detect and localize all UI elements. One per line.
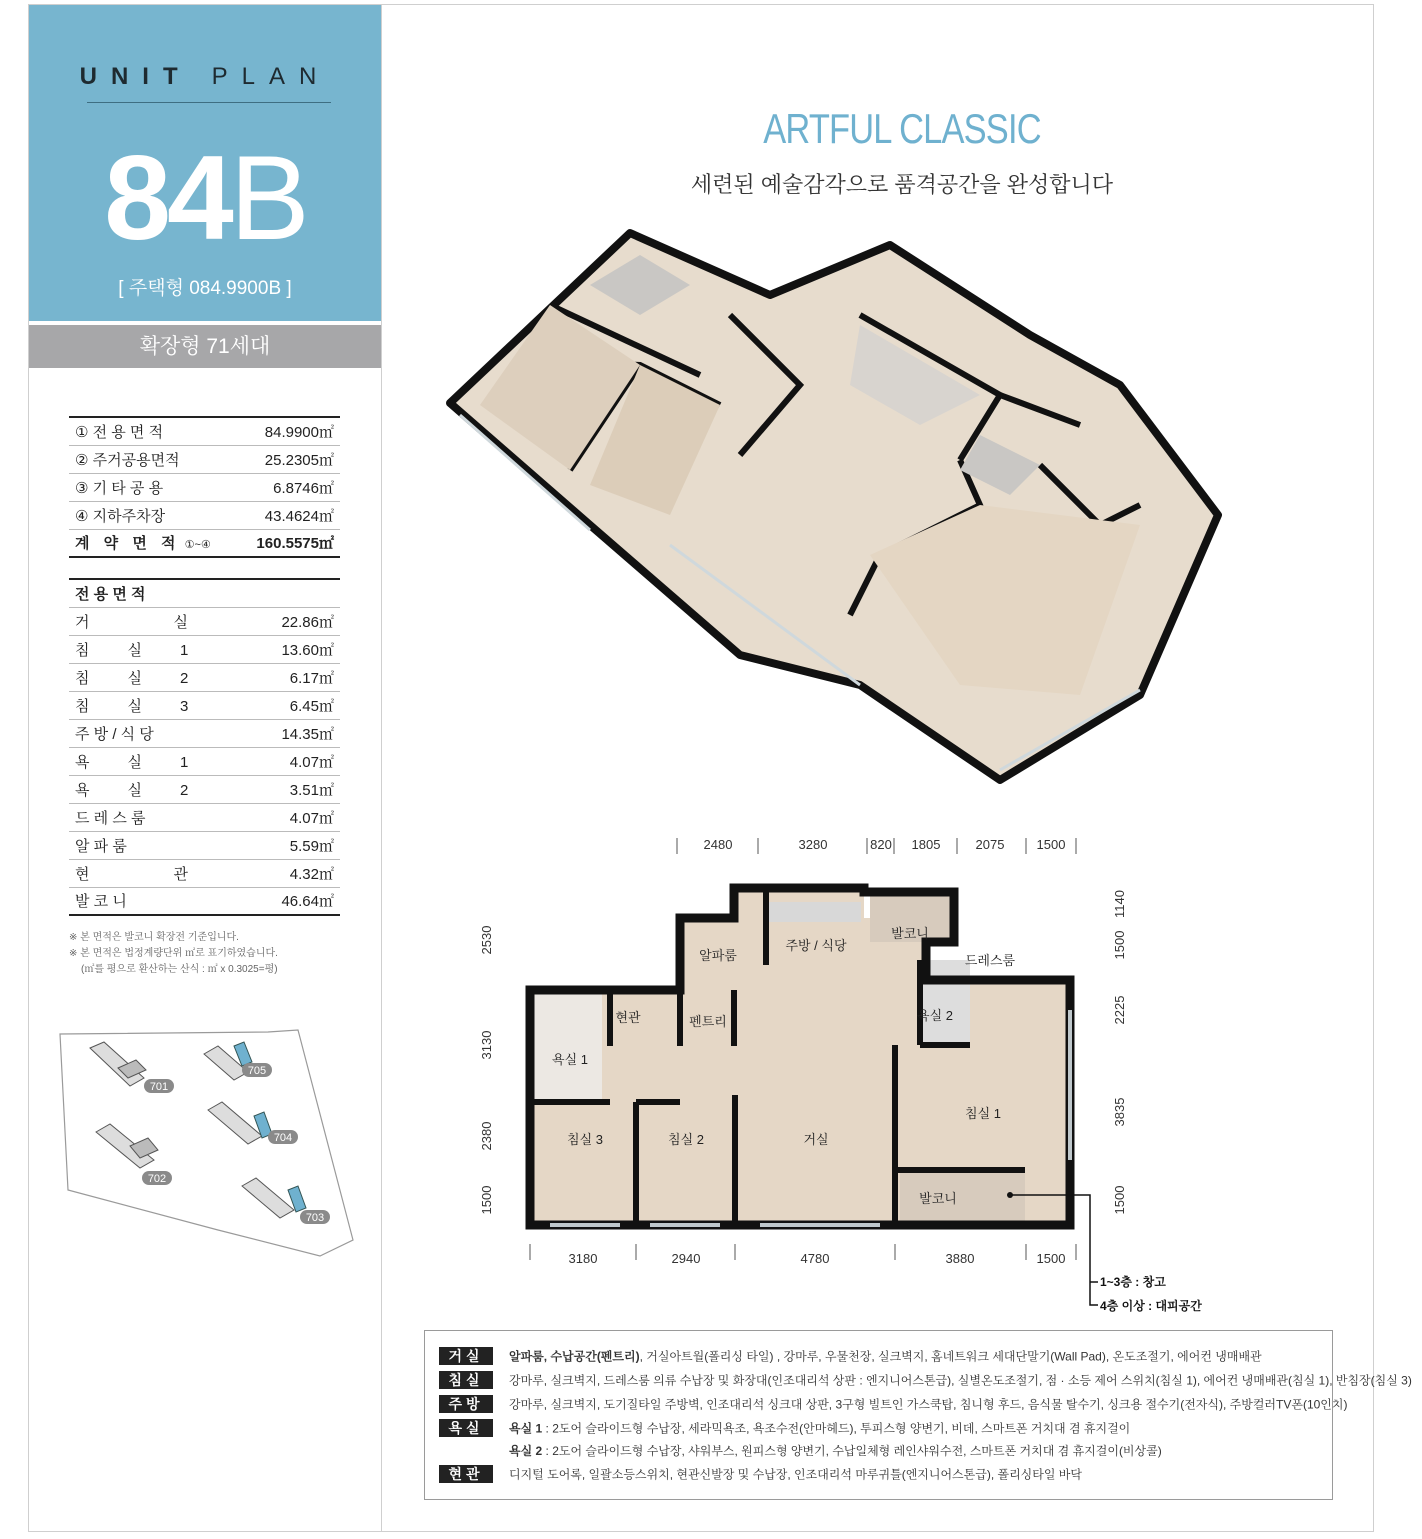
spec-detail: , 거실아트월(폴리싱 타일) , 강마루, 우물천장, 실크벽지, 홈네트워크 세대단말기(Wall Pad), 온도조절기, 에어컨 냉매배관 <box>639 1349 1262 1364</box>
room-label <box>69 803 248 831</box>
room-label-number: 2 <box>180 781 189 799</box>
dim-bottom: 1500 <box>1036 1251 1066 1266</box>
spec-tag: 주방 <box>439 1395 493 1413</box>
plan-word: PLAN <box>211 63 331 90</box>
dim-right: 2225 <box>1112 995 1127 1025</box>
room-rows <box>69 607 340 915</box>
room-label-text: 침 <box>75 669 90 687</box>
table-row <box>69 607 340 635</box>
housing-type-code: [ 주택형 084.9900B ] <box>118 278 292 299</box>
room-label-number: 1 <box>180 641 189 659</box>
room-label-text2: 실 <box>173 613 188 631</box>
area-notes <box>69 930 278 978</box>
room-label-text: 드 레 스 룸 <box>75 809 146 827</box>
dim-bottom: 3180 <box>568 1251 598 1266</box>
room-label-text: 알 파 룸 <box>75 837 127 855</box>
dims-right <box>1112 890 1127 1214</box>
table-row <box>69 473 340 501</box>
dim-top: 1500 <box>1036 837 1066 852</box>
table-row <box>69 747 340 775</box>
table-row <box>69 803 340 831</box>
room-label-text: 욕 <box>75 753 90 771</box>
room-balcony-bottom: 발코니 <box>919 1191 957 1206</box>
spec-bold: 욕실 1 <box>509 1421 543 1436</box>
room-label-text2: 실 <box>127 641 142 659</box>
room-label-text: 침 <box>75 641 90 659</box>
room-area-value: 14.35㎡ <box>248 719 340 747</box>
spec-text <box>509 1422 1130 1436</box>
room-kitchen: 주방 / 식당 <box>785 938 847 953</box>
spec-row-bedroom <box>439 1371 1412 1389</box>
table-row <box>69 831 340 859</box>
table-row <box>69 691 340 719</box>
table-row-total <box>69 529 340 557</box>
dim-top: 2075 <box>975 837 1005 852</box>
table-row <box>69 445 340 473</box>
room-alpha: 알파룸 <box>699 948 737 963</box>
table-row <box>69 417 340 445</box>
unit-hero <box>29 5 381 321</box>
room-area-value: 4.07㎡ <box>248 803 340 831</box>
dims-left <box>479 926 494 1215</box>
room-bedroom1: 침실 1 <box>965 1106 1001 1121</box>
note-line: ※ 본 면적은 법정계량단위 ㎡로 표기하였습니다. <box>69 948 278 959</box>
unit-type <box>29 133 381 263</box>
room-label <box>69 635 248 663</box>
page-subtitle: 세련된 예술감각으로 품격공간을 완성합니다 <box>690 172 1114 197</box>
spec-tag: 거실 <box>439 1347 493 1365</box>
spec-bold: 알파룸, 수납공간(펜트리) <box>509 1349 640 1364</box>
dim-left: 3130 <box>479 1030 494 1060</box>
table-row <box>69 719 340 747</box>
room-label-text2: 실 <box>127 781 142 799</box>
spec-detail: : 2도어 슬라이드형 수납장, 샤워부스, 원피스형 양변기, 수납일체형 레인샤워수전, 스마트폰 거치대 겸 휴지걸이(비상콜) <box>542 1444 1162 1458</box>
room-label-text: 침 <box>75 697 90 715</box>
dim-top: 820 <box>870 837 892 852</box>
spec-text <box>509 1350 1262 1364</box>
room-label-text: 욕 <box>75 781 90 799</box>
spec-detail: 강마루, 실크벽지, 도기질타일 주방벽, 인조대리석 싱크대 상판, 3구형 빌트인 가스쿡탑, 침니형 후드, 음식물 탈수기, 싱크용 절수기(전자식), 주방컬러TV폰(10인치) <box>509 1397 1348 1412</box>
area-summary-table <box>69 416 340 558</box>
room-label <box>69 831 248 859</box>
dim-bottom: 3880 <box>945 1251 975 1266</box>
room-area-value: 6.17㎡ <box>248 663 340 691</box>
room-bath1: 욕실 1 <box>552 1052 588 1067</box>
total-value: 160.5575㎡ <box>238 529 340 557</box>
floor-plan <box>470 830 1202 1320</box>
room-bedroom3: 침실 3 <box>567 1132 603 1147</box>
spec-text <box>509 1444 1162 1458</box>
callout-note-shelter: 4층 이상 : 대피공간 <box>1100 1299 1202 1313</box>
room-label-text2: 실 <box>127 753 142 771</box>
room-label-text2: 관 <box>173 865 188 883</box>
room-area-value: 4.07㎡ <box>248 747 340 775</box>
dim-top: 1805 <box>911 837 941 852</box>
dim-top: 3280 <box>798 837 828 852</box>
table-row <box>69 635 340 663</box>
site-label-702: 702 <box>147 1173 167 1185</box>
dim-right: 1500 <box>1112 1185 1127 1215</box>
area-label: ④ 지하주차장 <box>69 501 238 529</box>
site-label-703: 703 <box>305 1212 325 1224</box>
room-label-number: 3 <box>180 697 189 715</box>
area-label: ① 전 용 면 적 <box>69 417 238 445</box>
spec-box <box>424 1330 1412 1500</box>
room-label <box>69 747 248 775</box>
spec-tag: 침실 <box>439 1371 493 1389</box>
total-label <box>69 529 238 557</box>
area-label: ③ 기 타 공 용 <box>69 473 238 501</box>
room-living: 거실 <box>803 1132 829 1147</box>
room-bedroom2: 침실 2 <box>668 1132 704 1147</box>
note-line: (㎡를 평으로 환산하는 산식 : ㎡ x 0.3025=평) <box>81 964 278 975</box>
table-row <box>69 859 340 887</box>
note-line: ※ 본 면적은 발코니 확장전 기준입니다. <box>69 932 239 943</box>
site-label-705: 705 <box>247 1065 267 1077</box>
room-area-value: 22.86㎡ <box>248 607 340 635</box>
spec-tag: 현관 <box>439 1465 493 1483</box>
table-header-row <box>69 579 340 607</box>
table-row <box>69 501 340 529</box>
room-table-header: 전 용 면 적 <box>69 579 340 607</box>
room-label <box>69 775 248 803</box>
room-label-number: 1 <box>180 753 189 771</box>
room-label <box>69 663 248 691</box>
unit-type-number: 84 <box>104 131 230 265</box>
unit-plan-heading <box>29 63 381 91</box>
site-label-701: 701 <box>149 1081 169 1093</box>
room-label <box>69 719 248 747</box>
page-title: ARTFUL CLASSIC <box>763 105 1041 152</box>
area-value: 84.9900㎡ <box>238 417 340 445</box>
area-label: ② 주거공용면적 <box>69 445 238 473</box>
spec-detail: 강마루, 실크벽지, 드레스룸 의류 수납장 및 화장대(인조대리석 상판 : 엔지니어스톤급), 실별온도조절기, 점 · 소등 제어 스위치(침실 1), 에어컨 냉매배관(침실 1), 반침장(침실 3) <box>509 1373 1412 1388</box>
spec-row-bath1 <box>439 1419 1130 1437</box>
plan-bath1 <box>532 992 602 1102</box>
room-label <box>69 859 248 887</box>
dim-bottom: 2940 <box>671 1251 701 1266</box>
dim-left: 1500 <box>479 1185 494 1215</box>
room-label <box>69 887 248 915</box>
room-area-value: 6.45㎡ <box>248 691 340 719</box>
spec-row-kitchen <box>439 1395 1347 1413</box>
room-label-text: 주 방 / 식 당 <box>75 725 154 743</box>
area-value: 25.2305㎡ <box>238 445 340 473</box>
spec-detail: : 2도어 슬라이드형 수납장, 세라믹욕조, 욕조수전(안마헤드), 투피스형 양변기, 비데, 스마트폰 거치대 겸 휴지걸이 <box>542 1421 1131 1436</box>
room-label-text2: 실 <box>127 697 142 715</box>
dim-left: 2530 <box>479 925 494 955</box>
isometric-floor-plan <box>440 225 1230 785</box>
spec-row-bath2 <box>439 1442 1162 1459</box>
spec-bold: 욕실 2 <box>509 1444 543 1458</box>
table-row <box>69 663 340 691</box>
dim-right: 1140 <box>1112 890 1127 918</box>
plan-kitchen-counter <box>766 902 861 922</box>
spec-detail: 디지털 도어록, 일괄소등스위치, 현관신발장 및 수납장, 인조대리석 마루귀틀(엔지니어스톤급), 폴리싱타일 바닥 <box>509 1467 1082 1482</box>
table-row <box>69 887 340 915</box>
spec-row-entrance <box>439 1465 1082 1483</box>
unit-word: UNIT <box>79 63 192 90</box>
callout-note-storage: 1~3층 : 창고 <box>1100 1275 1166 1289</box>
dim-bottom: 4780 <box>800 1251 830 1266</box>
total-label-text: 계 약 면 적 <box>75 535 181 553</box>
site-plan-map <box>58 1028 358 1258</box>
dim-right: 3835 <box>1112 1097 1127 1127</box>
dim-right: 1500 <box>1112 930 1127 960</box>
room-label-text2: 실 <box>127 669 142 687</box>
column-divider <box>381 4 382 1532</box>
room-label-text: 거 <box>75 613 90 631</box>
room-label <box>69 607 248 635</box>
dim-top: 2480 <box>703 837 733 852</box>
room-balcony-top: 발코니 <box>891 926 929 941</box>
room-area-value: 13.60㎡ <box>248 635 340 663</box>
room-area-value: 3.51㎡ <box>248 775 340 803</box>
area-value: 6.8746㎡ <box>238 473 340 501</box>
room-dressroom: 드레스룸 <box>964 953 1016 968</box>
callout-dot <box>1007 1192 1013 1198</box>
unit-type-letter: B <box>229 131 306 265</box>
spec-row-living <box>439 1347 1262 1365</box>
spec-tag: 욕실 <box>439 1419 493 1437</box>
room-area-table <box>69 578 340 916</box>
room-label-text: 발 코 니 <box>75 893 127 911</box>
room-pantry: 펜트리 <box>689 1014 727 1029</box>
dim-left: 2380 <box>479 1121 494 1151</box>
room-entrance: 현관 <box>615 1010 641 1025</box>
room-label-number: 2 <box>180 669 189 687</box>
room-area-value: 4.32㎡ <box>248 859 340 887</box>
site-label-704: 704 <box>273 1132 293 1144</box>
heading-rule <box>87 102 331 103</box>
dims-bottom <box>569 1251 1066 1266</box>
room-area-value: 46.64㎡ <box>248 887 340 915</box>
room-label-text: 현 <box>75 865 90 883</box>
total-label-sub: ①~④ <box>184 539 211 552</box>
expansion-bar: 확장형 71세대 <box>29 325 381 368</box>
table-row <box>69 775 340 803</box>
room-area-value: 5.59㎡ <box>248 831 340 859</box>
area-value: 43.4624㎡ <box>238 501 340 529</box>
room-bath2: 욕실 2 <box>917 1008 953 1023</box>
room-label <box>69 691 248 719</box>
